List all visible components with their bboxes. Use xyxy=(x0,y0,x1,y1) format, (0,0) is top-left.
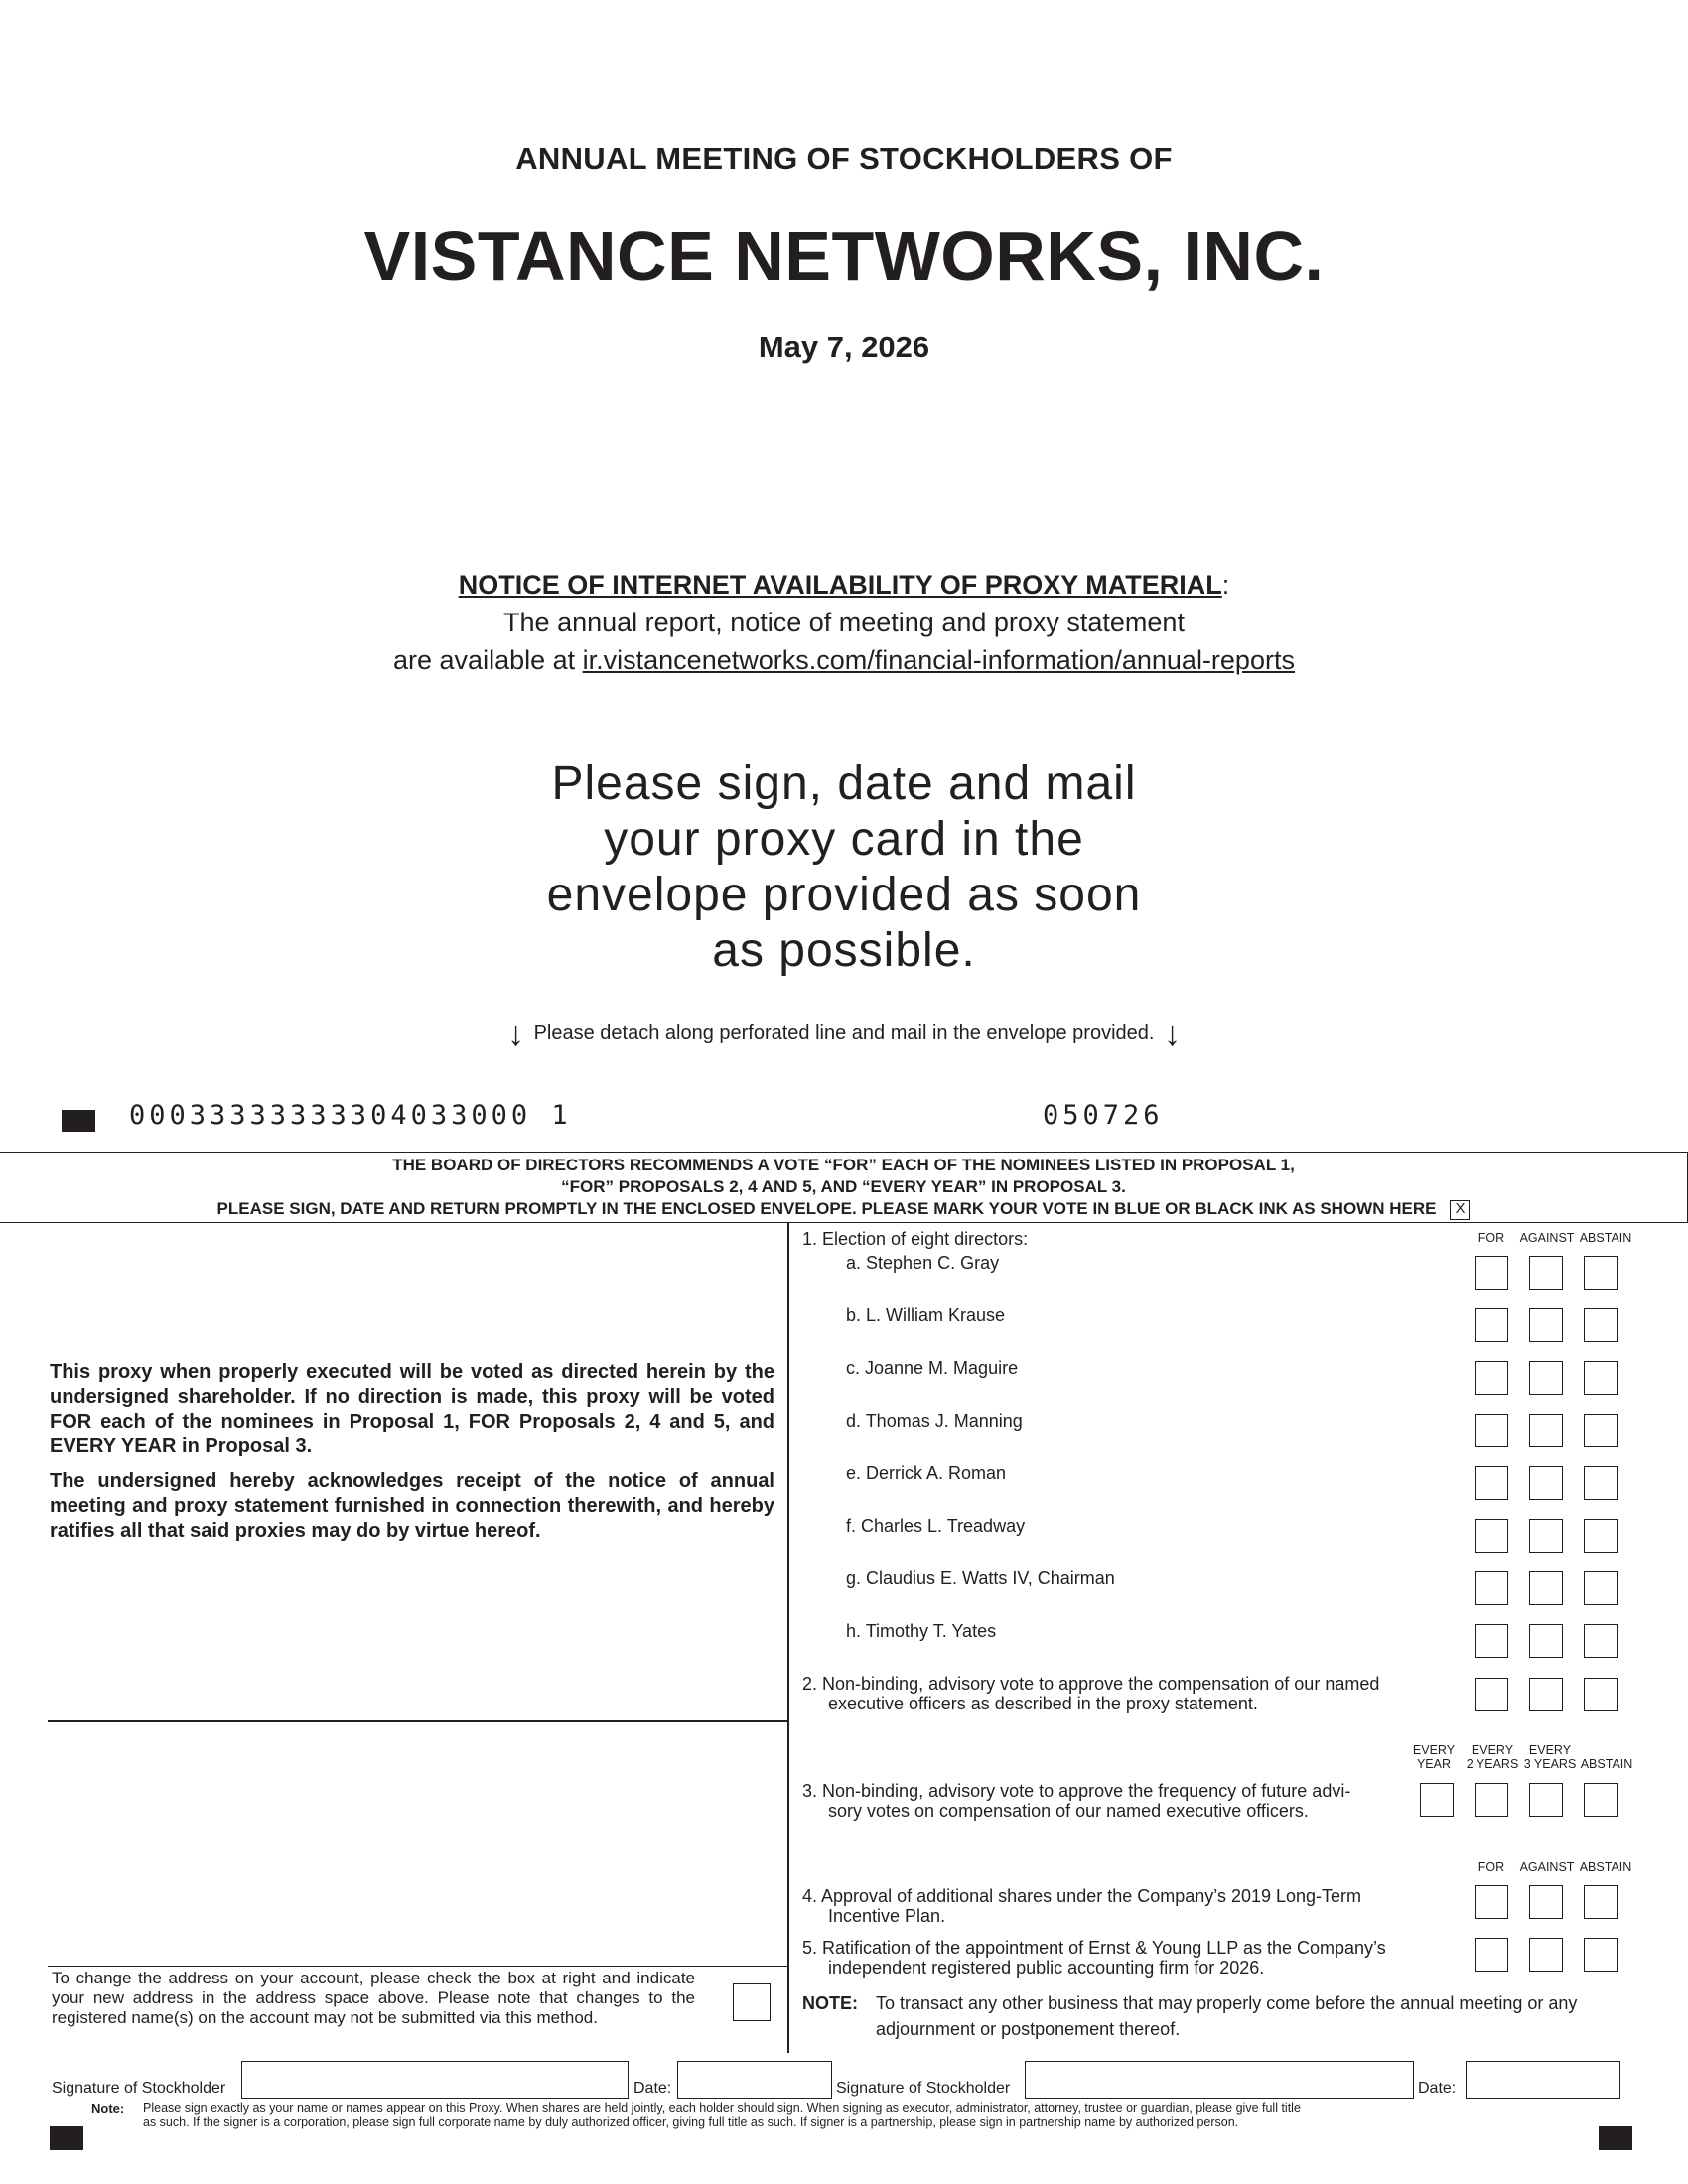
nominee-h-for-checkbox[interactable] xyxy=(1475,1624,1508,1658)
notice-title-suffix: : xyxy=(1221,570,1230,600)
detach-instruction xyxy=(0,1015,1688,1053)
form-code: 050726 xyxy=(1043,1100,1164,1131)
note-label: NOTE: xyxy=(802,1993,858,2013)
date-field-2[interactable] xyxy=(1466,2061,1620,2099)
date-field-1[interactable] xyxy=(677,2061,832,2099)
notice-block xyxy=(0,566,1688,679)
nominee-g-for-checkbox[interactable] xyxy=(1475,1571,1508,1605)
col-head-every-year-line1: EVERY xyxy=(1412,1743,1456,1757)
notice-title-line xyxy=(0,566,1688,604)
nominee-f-for-checkbox[interactable] xyxy=(1475,1519,1508,1553)
account-number: 00033333333304033000 1 xyxy=(129,1100,572,1131)
proxy-direction-paragraph: This proxy when properly executed will be voted as directed herein by the undersigned shareholder. If no direction is made, this proxy will be voted FOR each of the nominees in Proposal 1, FOR Proposals 2, 4 and 5, and EVERY YEAR in Proposal 3. xyxy=(50,1361,774,1457)
note-line1-row xyxy=(802,1990,1666,2016)
fine-print-label: Note: xyxy=(91,2101,125,2116)
board-line2: “FOR” PROPOSALS 2, 4 AND 5, AND “EVERY YEAR” IN PROPOSAL 3. xyxy=(561,1177,1126,1196)
address-change-top-rule xyxy=(48,1966,787,1967)
date-label-1: Date: xyxy=(633,2080,672,2097)
detach-text: Please detach along perforated line and mail in the envelope provided. xyxy=(533,1023,1155,1044)
col-head-every-year-line2: YEAR xyxy=(1416,1757,1452,1771)
proposal-4-line2: Incentive Plan. xyxy=(828,1906,946,1926)
nominee-c: c. Joanne M. Maguire xyxy=(846,1358,1019,1378)
down-arrow-icon: ↓ xyxy=(507,1015,524,1053)
date-label-2: Date: xyxy=(1418,2080,1457,2097)
nominee-b-for-checkbox[interactable] xyxy=(1475,1308,1508,1342)
nominee-b-abstain-checkbox[interactable] xyxy=(1584,1308,1618,1342)
col-head-every-2-years xyxy=(1464,1743,1521,1771)
nominee-f-against-checkbox[interactable] xyxy=(1529,1519,1563,1553)
nominee-d-abstain-checkbox[interactable] xyxy=(1584,1414,1618,1447)
nominee-e-for-checkbox[interactable] xyxy=(1475,1466,1508,1500)
nominee-a-against-checkbox[interactable] xyxy=(1529,1256,1563,1290)
proposal-2-line1: 2. Non-binding, advisory vote to approve the compensation of our named xyxy=(802,1674,1380,1694)
nominee-d-against-checkbox[interactable] xyxy=(1529,1414,1563,1447)
address-area-divider xyxy=(48,1720,788,1722)
proposal-5-line1: 5. Ratification of the appointment of Ernst & Young LLP as the Company’s xyxy=(802,1938,1386,1958)
sign-prompt-line4: as possible. xyxy=(712,924,976,977)
signing-instructions xyxy=(91,2101,1601,2130)
nominee-a: a. Stephen C. Gray xyxy=(846,1253,1000,1273)
note-line1: To transact any other business that may properly come before the annual meeting or any xyxy=(876,1993,1578,2013)
sign-prompt xyxy=(0,756,1688,979)
notice-line1: The annual report, notice of meeting and proxy statement xyxy=(503,608,1185,637)
signature-field-1[interactable] xyxy=(241,2061,629,2099)
nominee-e-abstain-checkbox[interactable] xyxy=(1584,1466,1618,1500)
other-business-note xyxy=(802,1990,1666,2042)
board-line1: THE BOARD OF DIRECTORS RECOMMENDS A VOTE “FOR” EACH OF THE NOMINEES LISTED IN PROPOSAL 1, xyxy=(392,1156,1295,1174)
nominee-h-abstain-checkbox[interactable] xyxy=(1584,1624,1618,1658)
proposal-4-for-checkbox[interactable] xyxy=(1475,1885,1508,1919)
col-head-every-year xyxy=(1408,1743,1460,1771)
signature-field-2[interactable] xyxy=(1025,2061,1414,2099)
proposal-5-abstain-checkbox[interactable] xyxy=(1584,1938,1618,1972)
board-recommendation-box xyxy=(0,1152,1688,1223)
nominee-d-for-checkbox[interactable] xyxy=(1475,1414,1508,1447)
proposal-5-for-checkbox[interactable] xyxy=(1475,1938,1508,1972)
signature-label-2: Signature of Stockholder xyxy=(836,2080,1011,2097)
proposal-5-line2: independent registered public accounting firm for 2026. xyxy=(828,1958,1265,1978)
nominee-g: g. Claudius E. Watts IV, Chairman xyxy=(846,1569,1115,1588)
note-line2: adjournment or postponement thereof. xyxy=(876,2019,1181,2039)
nominee-f: f. Charles L. Treadway xyxy=(846,1516,1026,1536)
board-line3-row xyxy=(0,1198,1687,1220)
col-head-every-3-years xyxy=(1521,1743,1579,1771)
proposal-2-for-checkbox[interactable] xyxy=(1475,1678,1508,1711)
meeting-date: May 7, 2026 xyxy=(758,330,930,364)
nominee-e-against-checkbox[interactable] xyxy=(1529,1466,1563,1500)
proposal-4-line1: 4. Approval of additional shares under the Company’s 2019 Long-Term xyxy=(802,1886,1362,1906)
col-head-every-2-years-line1: EVERY xyxy=(1471,1743,1514,1757)
company-name: VISTANCE NETWORKS, INC. xyxy=(363,217,1325,295)
proposal-2-line2: executive officers as described in the proxy statement. xyxy=(828,1694,1258,1713)
notice-title: NOTICE OF INTERNET AVAILABILITY OF PROXY MATERIAL xyxy=(458,570,1222,600)
notice-line2-prefix: are available at xyxy=(393,645,583,675)
proposal-4-against-checkbox[interactable] xyxy=(1529,1885,1563,1919)
proposal-2-abstain-checkbox[interactable] xyxy=(1584,1678,1618,1711)
col-head-against-p4: AGAINST xyxy=(1519,1860,1575,1874)
col-head-every-3-years-line2: 3 YEARS xyxy=(1523,1757,1577,1771)
address-change-checkbox[interactable] xyxy=(733,1983,771,2021)
nominee-c-for-checkbox[interactable] xyxy=(1475,1361,1508,1395)
down-arrow-icon: ↓ xyxy=(1164,1015,1181,1053)
signature-label-1: Signature of Stockholder xyxy=(52,2080,226,2097)
nominee-c-abstain-checkbox[interactable] xyxy=(1584,1361,1618,1395)
address-change-text: To change the address on your account, please check the box at right and indicate your new address in the address space above. Please note that changes to the registered name(s) on the account may not be submitted via this method. xyxy=(52,1969,695,2027)
proxy-statement-text xyxy=(50,1360,774,1544)
nominee-c-against-checkbox[interactable] xyxy=(1529,1361,1563,1395)
board-line3: PLEASE SIGN, DATE AND RETURN PROMPTLY IN THE ENCLOSED ENVELOPE. PLEASE MARK YOUR VOTE IN BLUE OR BLACK INK AS SHOWN HERE xyxy=(216,1199,1437,1218)
col-head-abstain-p4: ABSTAIN xyxy=(1579,1860,1632,1874)
sign-prompt-line3: envelope provided as soon xyxy=(546,869,1142,921)
proposal-1-title: 1. Election of eight directors: xyxy=(802,1229,1029,1249)
nominee-e: e. Derrick A. Roman xyxy=(846,1463,1007,1483)
nominee-f-abstain-checkbox[interactable] xyxy=(1584,1519,1618,1553)
col-head-abstain: ABSTAIN xyxy=(1579,1231,1632,1245)
nominee-g-abstain-checkbox[interactable] xyxy=(1584,1571,1618,1605)
sign-prompt-line1: Please sign, date and mail xyxy=(551,757,1137,810)
col-head-against: AGAINST xyxy=(1519,1231,1575,1245)
nominee-d: d. Thomas J. Manning xyxy=(846,1411,1023,1431)
sign-prompt-line2: your proxy card in the xyxy=(604,813,1084,866)
registration-mark xyxy=(50,2126,83,2150)
fine-print-line2: as such. If the signer is a corporation, please sign full corporate name by duly authorized officer, giving full title as such. If signer is a partnership, please sign in partnership name by authorized person. xyxy=(143,2116,1239,2129)
proposal-3-line2: sory votes on compensation of our named executive officers. xyxy=(828,1801,1309,1821)
nominee-b: b. L. William Krause xyxy=(846,1305,1006,1325)
col-head-every-3-years-line1: EVERY xyxy=(1528,1743,1572,1757)
meeting-heading: ANNUAL MEETING OF STOCKHOLDERS OF xyxy=(515,141,1173,176)
acknowledgement-paragraph: The undersigned hereby acknowledges receipt of the notice of annual meeting and proxy statement furnished in connection therewith, and hereby ratifies all that said proxies may do by virtue hereof. xyxy=(50,1470,774,1542)
nominee-b-against-checkbox[interactable] xyxy=(1529,1308,1563,1342)
example-mark-box: X xyxy=(1450,1200,1470,1220)
nominee-h-against-checkbox[interactable] xyxy=(1529,1624,1563,1658)
proposal-3-line1: 3. Non-binding, advisory vote to approve the frequency of future advi- xyxy=(802,1781,1351,1801)
proposal-4-abstain-checkbox[interactable] xyxy=(1584,1885,1618,1919)
proposal-3-every-3-years-checkbox[interactable] xyxy=(1529,1783,1563,1817)
fine-print-line1: Please sign exactly as your name or names appear on this Proxy. When shares are held jointly, each holder should sign. When signing as executor, administrator, attorney, trustee or guardian, please give full title xyxy=(143,2101,1301,2115)
proposal-3-abstain-checkbox[interactable] xyxy=(1584,1783,1618,1817)
col-head-for: FOR xyxy=(1477,1231,1505,1245)
registration-mark xyxy=(62,1110,95,1132)
col-head-abstain-p3: ABSTAIN xyxy=(1580,1757,1633,1771)
column-divider xyxy=(787,1223,789,2053)
annual-report-link[interactable]: ir.vistancenetworks.com/financial-information/annual-reports xyxy=(582,645,1295,675)
proposal-3-every-year-checkbox[interactable] xyxy=(1420,1783,1454,1817)
nominee-a-abstain-checkbox[interactable] xyxy=(1584,1256,1618,1290)
proposal-3-every-2-years-checkbox[interactable] xyxy=(1475,1783,1508,1817)
fine-print-row xyxy=(91,2101,1601,2130)
nominee-a-for-checkbox[interactable] xyxy=(1475,1256,1508,1290)
proposal-2-against-checkbox[interactable] xyxy=(1529,1678,1563,1711)
nominee-g-against-checkbox[interactable] xyxy=(1529,1571,1563,1605)
col-head-for-p4: FOR xyxy=(1477,1860,1505,1874)
nominee-h: h. Timothy T. Yates xyxy=(846,1621,997,1641)
registration-mark xyxy=(1599,2126,1632,2150)
notice-line2 xyxy=(0,641,1688,679)
col-head-every-2-years-line2: 2 YEARS xyxy=(1466,1757,1519,1771)
proposal-5-against-checkbox[interactable] xyxy=(1529,1938,1563,1972)
